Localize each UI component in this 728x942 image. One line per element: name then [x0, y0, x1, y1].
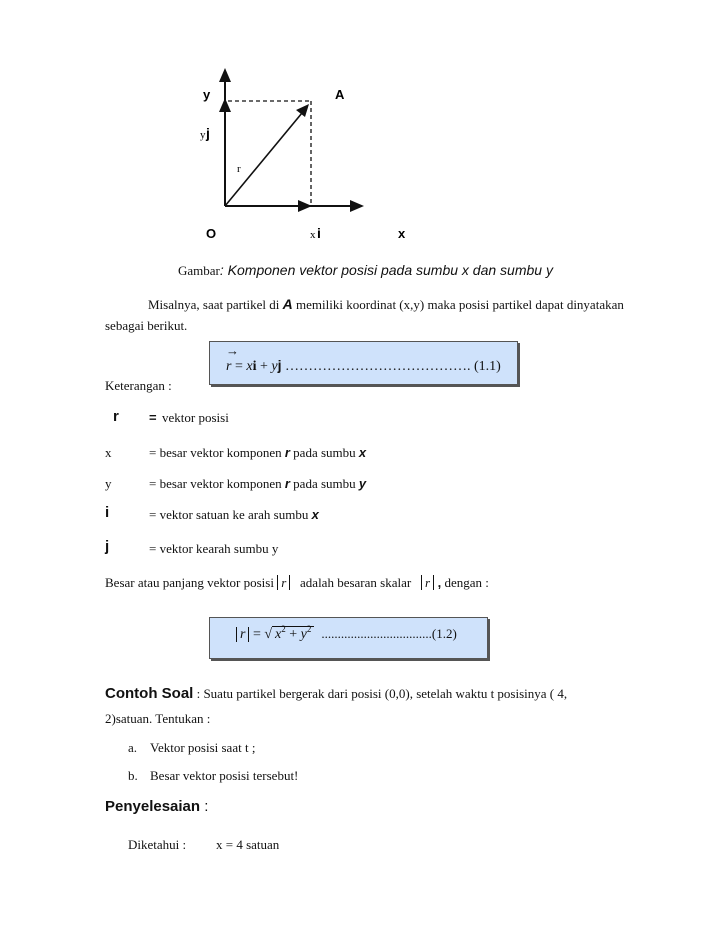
legend-desc: vektor posisi: [162, 410, 229, 425]
caption-prefix: Gambar: [178, 263, 220, 278]
label-x: x: [398, 226, 406, 241]
paragraph-intro-line2: sebagai berikut.: [105, 318, 188, 333]
legend-symbol: i: [105, 504, 110, 521]
given-row: [128, 837, 280, 853]
yj-arrowhead: [219, 98, 231, 112]
eq2-abs-r: r: [236, 627, 249, 642]
eq2-number: ..................................(1.2): [321, 626, 457, 641]
figure-caption: [178, 262, 553, 280]
label-yj-j: j: [206, 125, 210, 141]
given-label: Diketahui :: [128, 837, 187, 852]
label-A: A: [335, 87, 345, 102]
abs-r-1: r: [277, 575, 290, 590]
example-heading: Contoh Soal: [105, 685, 194, 702]
label-y: y: [203, 87, 211, 102]
vector-diagram: [0, 0, 728, 260]
eq1-number: …………………………………. (1.1): [281, 359, 501, 374]
example-paragraph: Contoh Soal : Suatu partikel bergerak dari posisi (0,0), setelah waktu t posisinya ( 4,: [105, 685, 568, 702]
vector-arrow: →: [226, 343, 239, 358]
list-item: a. Vektor posisi saat t ;: [128, 740, 256, 755]
eq1-r: r: [226, 359, 232, 374]
sqrt-symbol: √: [264, 627, 273, 642]
xi-arrowhead: [298, 200, 312, 212]
paragraph-intro: Misalnya, saat partikel di A memiliki koordinat (x,y) maka posisi partikel dapat dinyatakan: [148, 296, 624, 312]
label-origin: O: [206, 226, 217, 241]
legend-symbol: x: [105, 445, 112, 460]
r-vector-arrowhead: [296, 104, 309, 117]
legend-symbol: j: [105, 538, 110, 555]
equation-2: r = √ $x^2 + y^2$ ..................................(1.2): [236, 626, 457, 643]
solution-heading: Penyelesaian :: [105, 798, 209, 815]
given-value: x = 4 satuan: [216, 837, 280, 852]
abs-r-2: r: [421, 575, 434, 590]
keterangan-heading: Keterangan :: [105, 378, 172, 393]
legend-symbol: r: [113, 408, 119, 425]
list-item: b. Besar vektor posisi tersebut!: [128, 768, 299, 783]
caption-text: : Komponen vektor posisi pada sumbu x dan sumbu y: [219, 262, 553, 278]
label-r: r: [237, 163, 241, 175]
magnitude-sentence: Besar atau panjang vektor posisi r adalah besaran skalar r , dengan :: [105, 575, 489, 590]
y-axis-arrowhead: [219, 68, 231, 82]
x-axis-arrowhead: [350, 200, 364, 212]
label-xi-i: i: [317, 225, 321, 241]
example-line2: 2)satuan. Tentukan :: [105, 711, 211, 726]
label-yj-y: y: [200, 129, 206, 141]
legend-symbol: y: [105, 476, 112, 491]
label-xi-x: x: [310, 229, 316, 241]
sqrt-radicand: $x^2 + y^2$: [272, 626, 314, 642]
equation-1: → r = xi + yj …………………………………. (1.1): [226, 343, 501, 374]
r-vector: [225, 113, 302, 206]
point-A: A: [282, 296, 293, 312]
